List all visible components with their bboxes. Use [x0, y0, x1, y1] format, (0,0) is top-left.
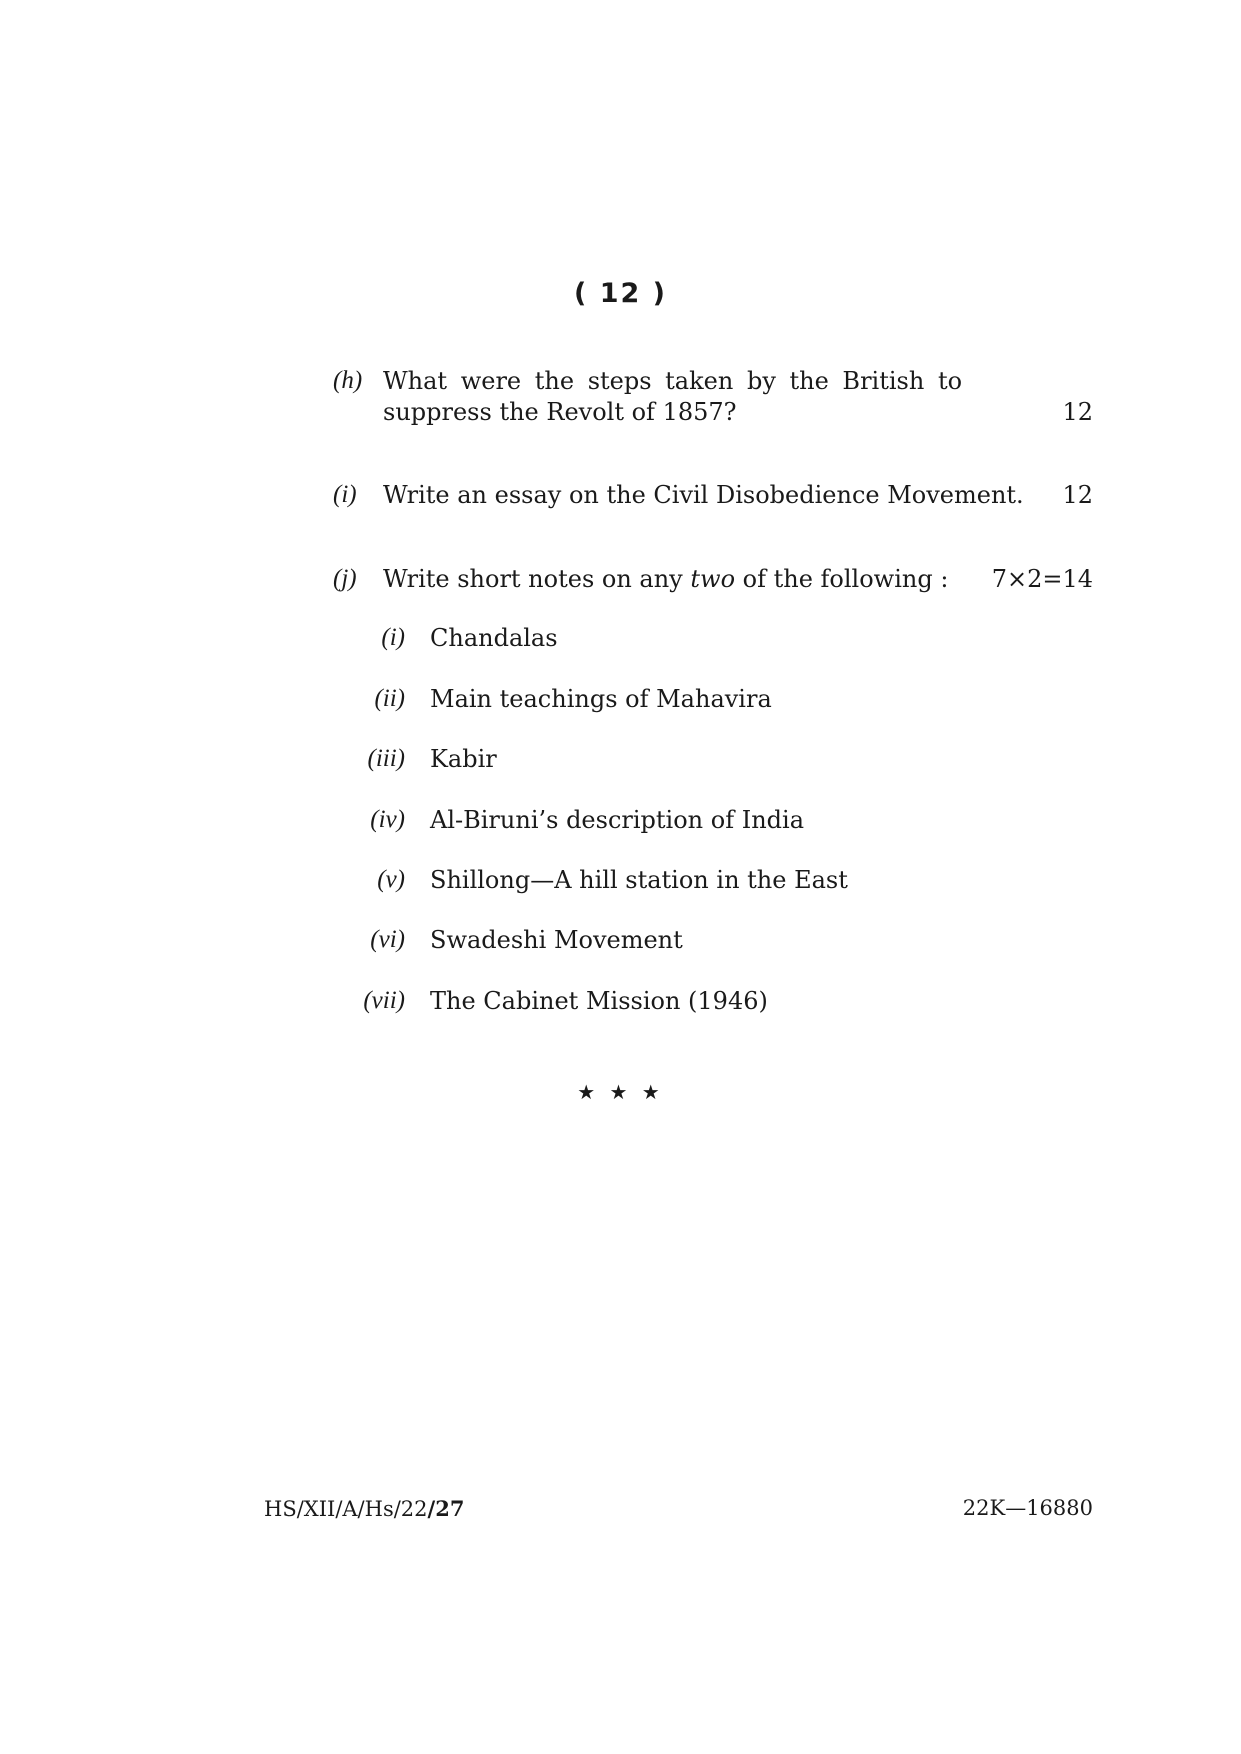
list-item	[360, 744, 1060, 774]
question-text	[383, 564, 948, 594]
question-text: What were the steps taken by the British to	[383, 367, 963, 395]
question-text-part: Write short notes on any	[383, 565, 691, 593]
list-item-text: Chandalas	[430, 624, 558, 652]
list-item-label: (v)	[377, 866, 405, 893]
question-marks: 12	[1062, 481, 1093, 509]
paper-code-prefix: HS/XII/A/Hs/22	[264, 1497, 428, 1521]
list-item	[360, 623, 1060, 653]
list-item	[360, 684, 1060, 714]
question-text-emphasis: two	[690, 565, 736, 593]
list-item-label: (iv)	[370, 806, 405, 833]
page-number: ( 12 )	[573, 278, 668, 309]
question-text-continued: suppress the Revolt of 1857?	[383, 398, 737, 426]
list-item-label: (ii)	[374, 685, 405, 712]
list-item-text: Kabir	[430, 745, 497, 773]
question-label: (h)	[333, 367, 363, 394]
question-marks: 12	[1062, 398, 1093, 426]
list-item-text: Shillong—A hill station in the East	[430, 866, 848, 894]
list-item	[360, 805, 1060, 835]
list-item-label: (iii)	[367, 745, 405, 772]
list-item-text: The Cabinet Mission (1946)	[430, 987, 768, 1015]
question-text: Write an essay on the Civil Disobedience Movement.	[383, 481, 1024, 509]
list-item-label: (vii)	[363, 987, 405, 1014]
list-item	[360, 986, 1060, 1016]
list-item-label: (i)	[381, 624, 405, 651]
list-item-text: Main teachings of Mahavira	[430, 685, 772, 713]
list-item-text: Al-Biruni’s description of India	[430, 806, 805, 834]
end-of-paper-stars: ★ ★ ★	[577, 1080, 664, 1104]
question-label: (i)	[333, 481, 357, 508]
list-item	[360, 865, 1060, 895]
list-item-text: Swadeshi Movement	[430, 926, 683, 954]
question-text-part: of the following :	[735, 565, 949, 593]
paper-code-suffix: /27	[427, 1496, 465, 1521]
question-label: (j)	[333, 565, 357, 592]
question-marks: 7×2=14	[991, 565, 1093, 593]
serial-number: 22K—16880	[962, 1496, 1093, 1520]
paper-code	[264, 1496, 464, 1521]
list-item	[360, 925, 1060, 955]
list-item-label: (vi)	[370, 926, 405, 953]
